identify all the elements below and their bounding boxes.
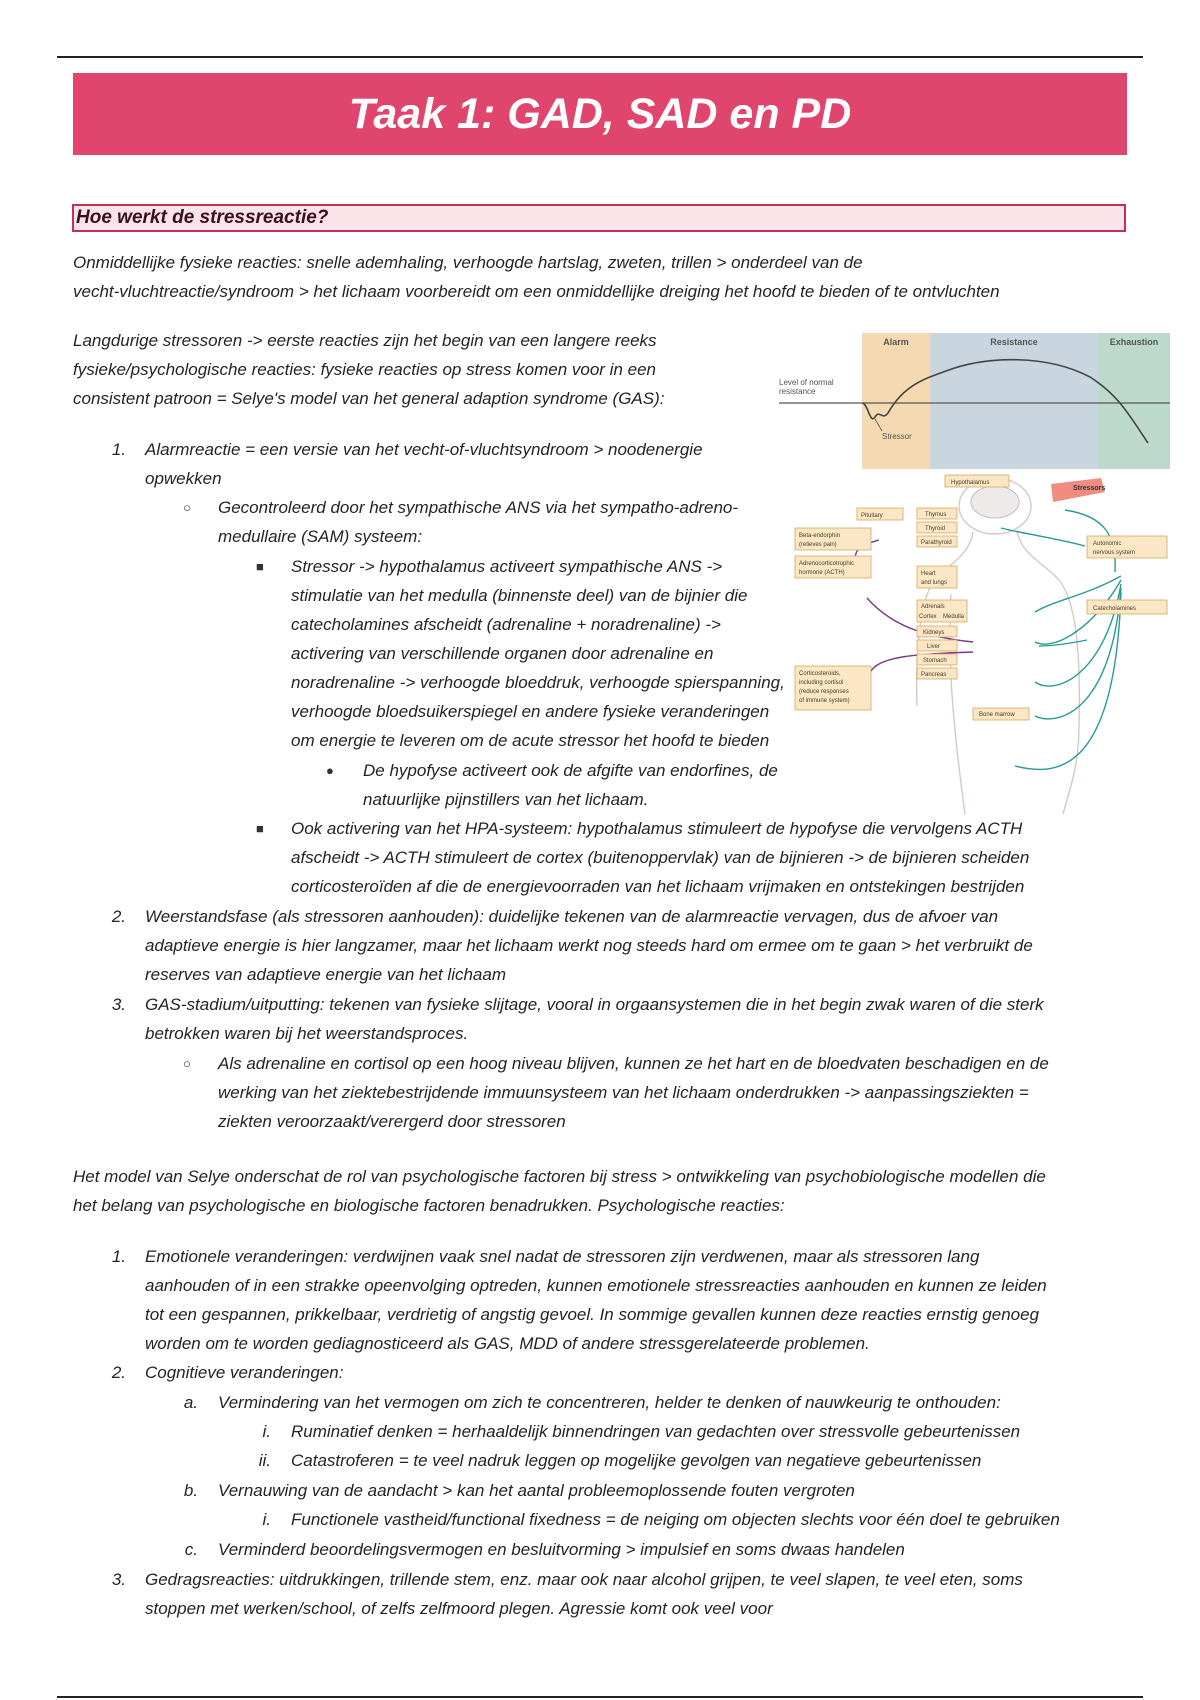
corticosteroids-label-4: of immune system) [799, 698, 850, 704]
stage3-sub-line-1: Als adrenaline en cortisol op een hoog niveau blijven, kunnen ze het hart en de bloedvaten beschadigen en de [218, 1054, 1049, 1073]
ans-label-1: Autonomic [1093, 541, 1122, 547]
stage3-line-1: GAS-stadium/uitputting: tekenen van fysieke slijtage, vooral in orgaansystemen die in het begin zwak waren of die sterk [145, 995, 1044, 1014]
stressors-label: Stressors [1073, 485, 1106, 492]
gas-intro-line-2: fysieke/psychologische reacties: fysieke reacties op stress komen voor in een [73, 360, 656, 379]
list-number: 2. [111, 1363, 126, 1382]
sam-detail-line: Stressor -> hypothalamus activeert sympathische ANS -> [291, 557, 723, 576]
list-number: 3. [111, 1570, 126, 1589]
stage3-sub-line-2: werking van het ziektebestrijdende immuunsysteem van het lichaam onderdrukken -> aanpassingsziekten = [218, 1083, 1029, 1102]
corticosteroids-label-1: Corticosteroids, [799, 671, 841, 677]
brain-shape [971, 486, 1019, 518]
beta-endorphin-label-2: (relieves pain) [799, 542, 837, 548]
thyroid-label: Thyroid [925, 526, 946, 532]
catecholamines-label: Catecholamines [1093, 606, 1137, 612]
intro-line-2: vecht-vluchtreactie/syndroom > het lichaam voorbereidt om een onmiddellijke dreiging het hoofd te bieden of te ontvluchten [73, 282, 1000, 301]
baseline-label-1: Level of normal [779, 378, 834, 387]
catastrophizing-line: Catastroferen = te veel nadruk leggen op mogelijke gevolgen van negatieve gebeurtenissen [291, 1451, 982, 1470]
sam-detail-line: om energie te leveren om de acute stressor het hoofd te bieden [291, 731, 770, 750]
emotional-line: aanhouden of in een strakke opeenvolging optreden, kunnen emotionele stressreacties aanhouden en kunnen ze leiden [145, 1276, 1047, 1295]
exhaustion-phase [1098, 333, 1170, 469]
cortex-label: Cortex [919, 614, 937, 620]
behavioral-line-2: stoppen met werken/school, of zelfs zelfmoord plegen. Agressie komt ook veel voor [145, 1599, 773, 1618]
gas-stage-chart [778, 333, 1170, 469]
circle-bullet-icon: ○ [183, 500, 191, 515]
stage1-line-2: opwekken [145, 469, 222, 488]
sam-detail-line: noradrenaline -> verhoogde bloeddruk, verhoogde spierspanning, [291, 673, 785, 692]
stress-body-diagram [799, 476, 1170, 816]
list-roman: ii. [258, 1451, 271, 1470]
beta-endorphin-label-1: Beta-endorphin [799, 533, 841, 539]
hpa-line-2: afscheidt -> ACTH stimuleert de cortex (buitenoppervlak) van de bijnieren -> de bijnieren scheiden [291, 848, 1030, 867]
lungs-label: and lungs [921, 580, 948, 586]
resistance-label: Resistance [990, 337, 1038, 347]
list-number: 1. [111, 440, 126, 459]
fixedness-line: Functionele vastheid/functional fixedness = de neiging om objecten slechts voor één doel te gebruiken [291, 1510, 1060, 1529]
baseline-label-2: resistance [779, 387, 816, 396]
stage3-sub-line-3: ziekten veroorzaakt/verergerd door stressoren [218, 1112, 566, 1131]
list-letter: b. [183, 1481, 198, 1500]
cognitive-heading: Cognitieve veranderingen: [145, 1363, 344, 1382]
list-roman: i. [262, 1510, 271, 1529]
pancreas-label: Pancreas [921, 672, 947, 678]
behavioral-line-1: Gedragsreacties: uitdrukkingen, trillende stem, enz. maar ook naar alcohol grijpen, te veel slapen, te veel eten, soms [145, 1570, 1023, 1589]
adrenals-label: Adrenals [921, 604, 945, 610]
stomach-label: Stomach [923, 658, 947, 664]
acth-label-2: hormone (ACTH) [799, 570, 845, 576]
stage1-line-1: Alarmreactie = een versie van het vecht-of-vluchtsyndroom > noodenergie [145, 440, 703, 459]
stage3-line-2: betrokken waren bij het weerstandsproces. [145, 1024, 469, 1043]
circle-bullet-icon: ○ [183, 1056, 191, 1071]
stage2-line-2: adaptieve energie is hier langzamer, maar het lichaam werkt nog steeds hard om ermee om te gaan > het verbruikt de [145, 936, 1033, 955]
hpa-line-3: corticosteroïden af die de energievoorraden van het lichaam vrijmaken en ontstekingen bestrijden [291, 877, 1025, 896]
section-heading: Hoe werkt de stressreactie? [72, 204, 1126, 232]
acth-label-1: Adrenocorticotrophic [799, 561, 855, 567]
intro-line-1: Onmiddellijke fysieke reacties: snelle ademhaling, verhoogde hartslag, zweten, trillen > onderdeel van de [73, 253, 863, 272]
sam-line-1: Gecontroleerd door het sympathische ANS via het sympatho-adreno- [218, 498, 739, 517]
top-rule [57, 56, 1143, 58]
bottom-rule [57, 1696, 1143, 1698]
gas-intro-line-3: consistent patroon = Selye's model van het general adaption syndrome (GAS): [73, 389, 665, 408]
emotional-line: Emotionele veranderingen: verdwijnen vaak snel nadat de stressoren zijn verdwenen, maar als stressoren lang [145, 1247, 980, 1266]
stressor-label: Stressor [882, 432, 912, 441]
list-number: 3. [111, 995, 126, 1014]
corticosteroids-label-2: including cortisol [799, 680, 844, 686]
page-title: Taak 1: GAD, SAD en PD [73, 73, 1127, 155]
cognitive-c: Verminderd beoordelingsvermogen en besluitvorming > impulsief en soms dwaas handelen [218, 1540, 905, 1559]
exhaustion-label: Exhaustion [1109, 337, 1159, 347]
list-letter: c. [184, 1540, 198, 1559]
hpa-line-1: Ook activering van het HPA-systeem: hypothalamus stimuleert de hypofyse die vervolgens ACTH [291, 819, 1023, 838]
emotional-line: tot een gespannen, prikkelbaar, verdrietig of angstig gevoel. In sommige gevallen kunnen deze reacties ernstig genoeg [145, 1305, 1040, 1324]
list-number: 2. [111, 907, 126, 926]
sam-detail-line: stimulatie van het medulla (binnenste deel) van de bijnier die [291, 586, 748, 605]
medulla-label: Medulla [943, 614, 965, 620]
thymus-label: Thymus [925, 512, 947, 518]
sam-detail-line: verhoogde bloedsuikerspiegel en andere fysieke veranderingen [291, 702, 770, 721]
gas-intro-line-1: Langdurige stressoren -> eerste reacties zijn het begin van een langere reeks [73, 331, 657, 350]
liver-label: Liver [927, 644, 941, 650]
alarm-label: Alarm [883, 337, 909, 347]
endorphin-line-1: De hypofyse activeert ook de afgifte van endorfines, de [363, 761, 778, 780]
resistance-phase [930, 333, 1098, 469]
bone-marrow-label: Bone marrow [979, 712, 1015, 718]
stage2-line-3: reserves van adaptieve energie van het lichaam [145, 965, 506, 984]
psych-intro-line-2: het belang van psychologische en biologische factoren benadrukken. Psychologische reacties: [73, 1196, 785, 1215]
list-letter: a. [183, 1393, 198, 1412]
pituitary-label: Pituitary [861, 513, 883, 519]
cognitive-a: Vermindering van het vermogen om zich te concentreren, helder te denken of nauwkeurig te onthouden: [218, 1393, 1001, 1412]
sam-line-2: medullaire (SAM) systeem: [218, 527, 423, 546]
list-roman: i. [262, 1422, 271, 1441]
corticosteroids-label-3: (reduce responses [799, 689, 849, 695]
heart-label: Heart [921, 571, 936, 577]
list-number: 1. [111, 1247, 126, 1266]
rumination-line: Ruminatief denken = herhaaldelijk binnendringen van gedachten over stressvolle gebeurtenissen [291, 1422, 1021, 1441]
stage2-line-1: Weerstandsfase (als stressoren aanhouden): duidelijke tekenen van de alarmreactie vervagen, dus de afvoer van [145, 907, 999, 926]
emotional-line: worden om te worden gediagnosticeerd als GAS, MDD of andere stressgerelateerde problemen. [145, 1334, 870, 1353]
psych-intro-line-1: Het model van Selye onderschat de rol van psychologische factoren bij stress > ontwikkeling van psychobiologische modellen die [73, 1167, 1046, 1186]
kidneys-label: Kidneys [923, 630, 945, 636]
endorphin-line-2: natuurlijke pijnstillers van het lichaam. [363, 790, 649, 809]
hypothalamus-label: Hypothalamus [951, 480, 990, 486]
sam-detail-line: catecholamines afscheidt (adrenaline + noradrenaline) -> [291, 615, 721, 634]
dot-bullet-icon: ● [326, 763, 334, 778]
sam-detail-line: activering van verschillende organen door adrenaline en [291, 644, 714, 663]
cognitive-b: Vernauwing van de aandacht > kan het aantal probleemoplossende fouten vergroten [218, 1481, 855, 1500]
square-bullet-icon: ■ [256, 559, 264, 574]
ans-label-2: nervous system [1093, 550, 1136, 556]
parathyroid-label: Parathyroid [921, 540, 952, 546]
square-bullet-icon: ■ [256, 821, 264, 836]
